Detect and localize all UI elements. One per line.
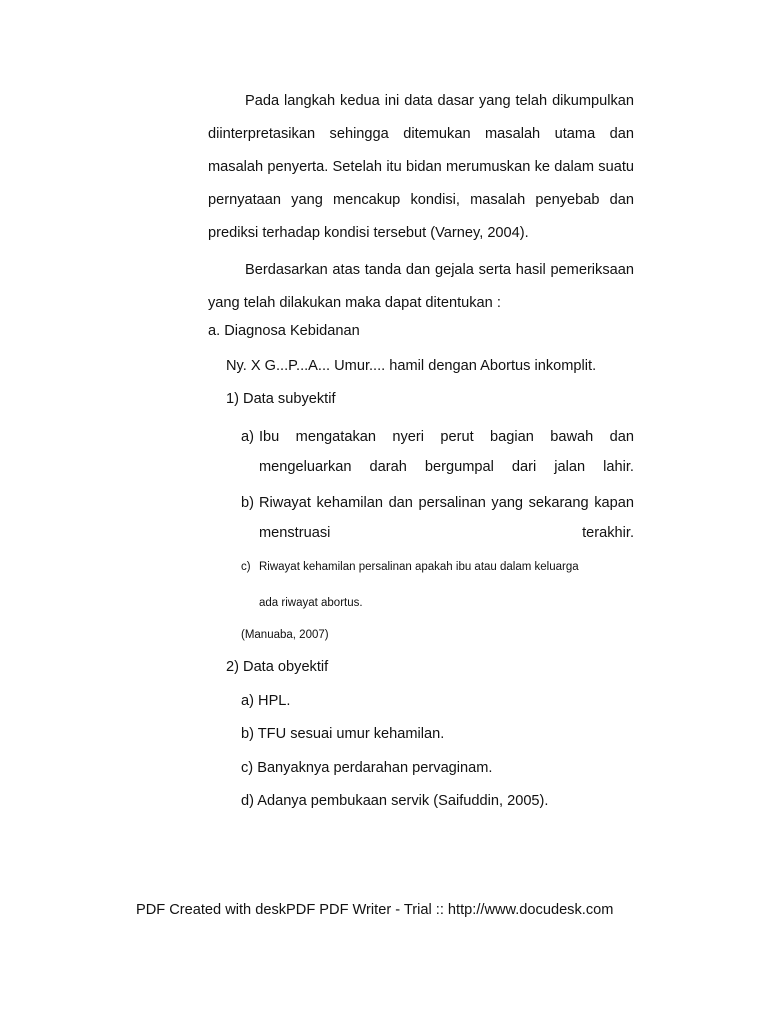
list-item-line-1: Riwayat kehamilan dan persalinan yang sekarang kapan bbox=[259, 495, 634, 511]
list-label: b) bbox=[241, 495, 254, 511]
list-item-text bbox=[259, 422, 634, 482]
list-label: a) bbox=[241, 429, 254, 445]
subjective-item-a bbox=[241, 422, 634, 482]
subjective-item-c-label: c) bbox=[241, 561, 251, 573]
list-item-line-2: menstruasi terakhir. bbox=[259, 525, 634, 541]
list-item-line-2: mengeluarkan darah bergumpal dari jalan lahir. bbox=[259, 459, 634, 475]
section-heading-diagnosa: a. Diagnosa Kebidanan bbox=[208, 323, 360, 339]
list-item-line-1: Ibu mengatakan nyeri perut bagian bawah dan bbox=[259, 429, 634, 445]
subjective-heading: 1) Data subyektif bbox=[226, 391, 336, 407]
paragraph-interpretation: Pada langkah kedua ini data dasar yang telah dikumpulkan diinterpretasikan sehingga ditemukan masalah utama dan masalah penyerta. Setelah itu bidan merumuskan ke dalam suatu pernyataan yang mencakup kondisi, masalah penyebab dan prediksi terhadap kondisi tersebut (Varney, 2004). bbox=[208, 93, 634, 241]
objective-item-b: b) TFU sesuai umur kehamilan. bbox=[241, 726, 445, 742]
subjective-item-c-line-1: Riwayat kehamilan persalinan apakah ibu atau dalam keluarga bbox=[259, 561, 579, 573]
paragraph-determination: Berdasarkan atas tanda dan gejala serta hasil pemeriksaan yang telah dilakukan maka dapat ditentukan : bbox=[208, 262, 634, 311]
subjective-item-b bbox=[241, 488, 634, 548]
citation-manuaba: (Manuaba, 2007) bbox=[241, 629, 329, 641]
pdf-footer-watermark: PDF Created with deskPDF PDF Writer - Trial :: http://www.docudesk.com bbox=[136, 902, 614, 918]
objective-item-d: d) Adanya pembukaan servik (Saifuddin, 2005). bbox=[241, 793, 549, 809]
diagnosis-statement: Ny. X G...P...A... Umur.... hamil dengan Abortus inkomplit. bbox=[226, 358, 597, 374]
objective-item-c: c) Banyaknya perdarahan pervaginam. bbox=[241, 760, 493, 776]
list-item-text bbox=[259, 488, 634, 548]
objective-item-a: a) HPL. bbox=[241, 693, 291, 709]
objective-heading: 2) Data obyektif bbox=[226, 659, 329, 675]
subjective-item-c-line-2: ada riwayat abortus. bbox=[259, 597, 363, 609]
